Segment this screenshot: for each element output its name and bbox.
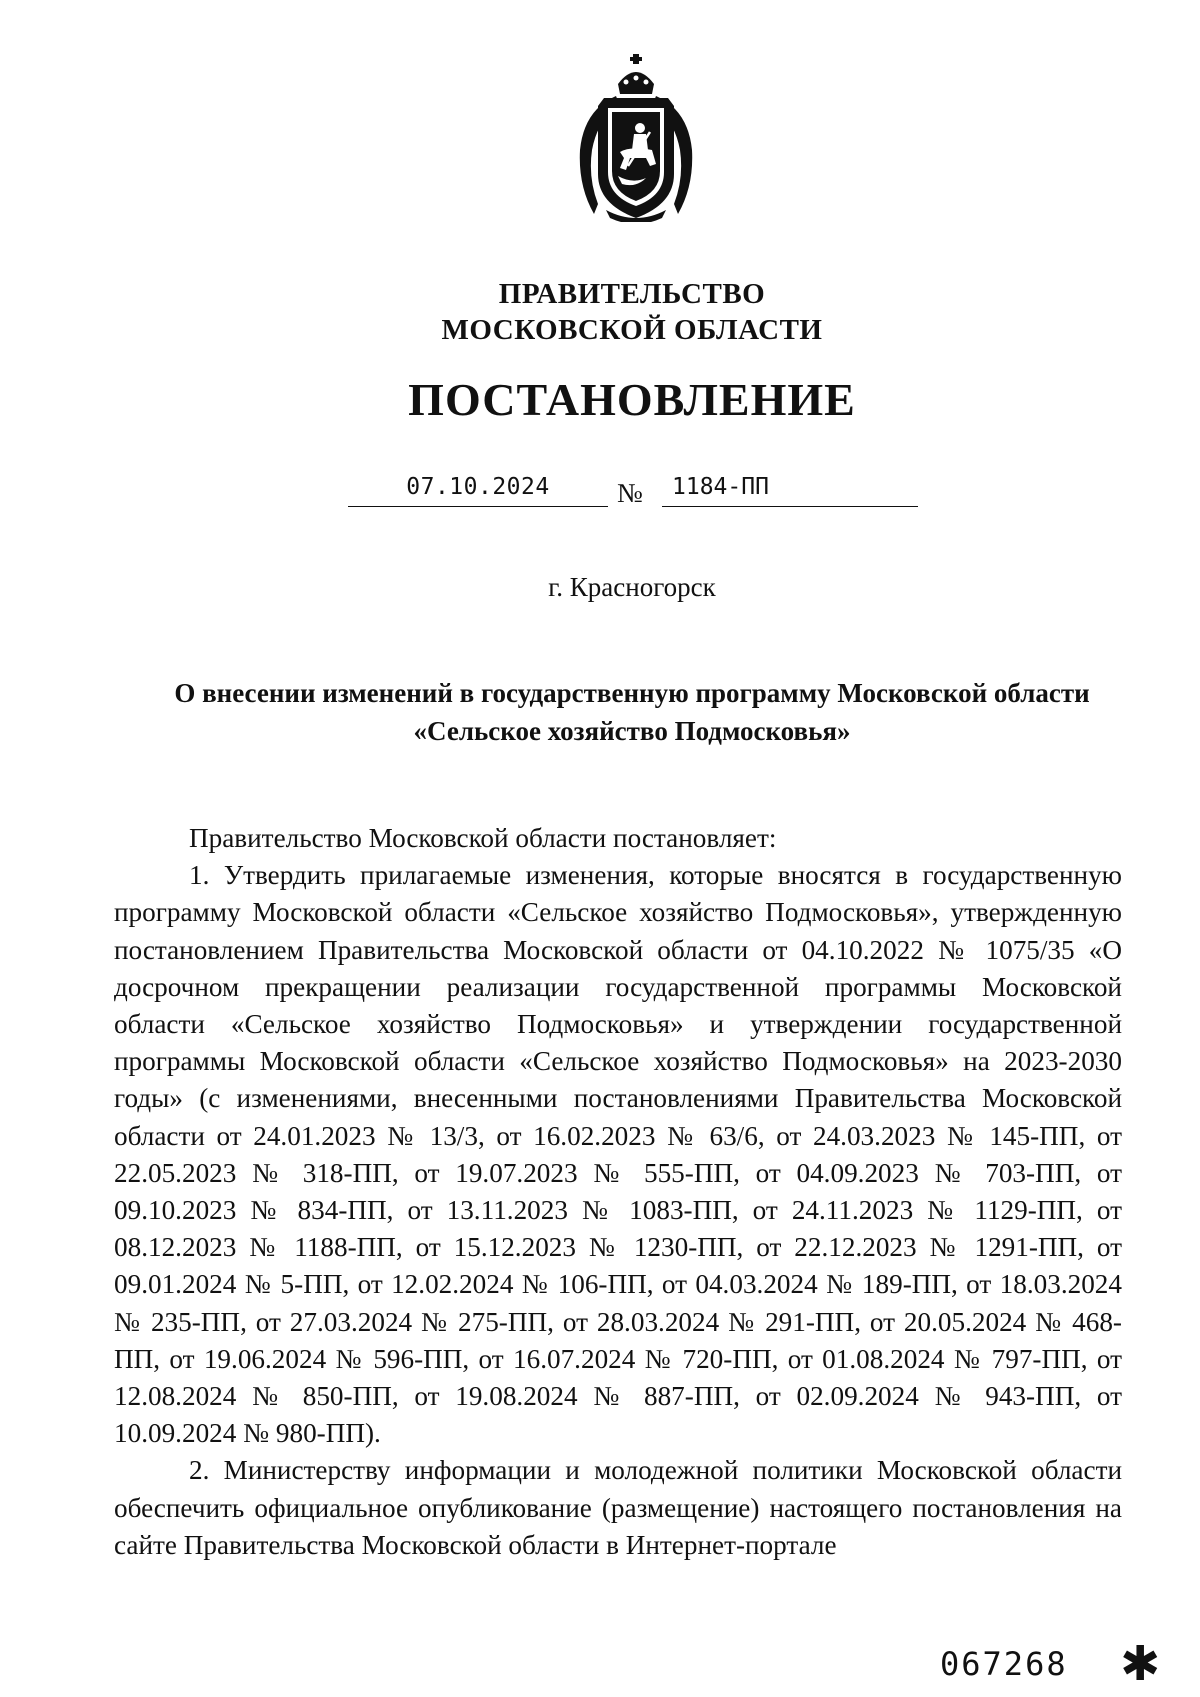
document-type: ПОСТАНОВЛЕНИЕ <box>408 374 856 425</box>
asterisk-mark-icon: ✱ <box>1120 1636 1161 1692</box>
organization-name-line1: ПРАВИТЕЛЬСТВО <box>498 278 766 310</box>
coat-of-arms-icon <box>576 54 696 222</box>
registration-date: 07.10.2024 <box>406 474 550 500</box>
date-underline <box>348 506 608 507</box>
number-underline <box>662 506 918 507</box>
preamble: Правительство Московской области постановляет: <box>189 823 777 853</box>
city: г. Красногорск <box>548 572 716 602</box>
number-sign: № <box>617 478 643 508</box>
document-body <box>114 820 1122 1564</box>
serial-number: 067268 <box>940 1645 1068 1683</box>
paragraph-1: 1. Утвердить прилагаемые изменения, которые вносятся в государственную программу Московской области «Сельское хозяйство Подмосковья», утвержденную постановлением Правительства Московской области от 04.10.2022 № 1075/35 «О досрочном прекращении реализации государственной программы Московской области «Сельское хозяйство Подмосковья» и утверждении государственной программы Московской области «Сельское хозяйство Подмосковья» на 2023-2030 годы» (с изменениями, внесенными постановлениями Правительства Московской области от 24.01.2023 № 13/3, от 16.02.2023 № 63/6, от 24.03.2023 № 145-ПП, от 22.05.2023 № 318-ПП, от 19.07.2023 № 555-ПП, от 04.09.2023 № 703-ПП, от 09.10.2023 № 834-ПП, от 13.11.2023 № 1083-ПП, от 24.11.2023 № 1129-ПП, от 08.12.2023 № 1188-ПП, от 15.12.2023 № 1230-ПП, от 22.12.2023 № 1291-ПП, от 09.01.2024 № 5-ПП, от 12.02.2024 № 106-ПП, от 04.03.2024 № 189-ПП, от 18.03.2024 № 235-ПП, от 27.03.2024 № 275-ПП, от 28.03.2024 № 291-ПП, от 20.05.2024 № 468-ПП, от 19.06.2024 № 596-ПП, от 16.07.2024 № 720-ПП, от 01.08.2024 № 797-ПП, от 12.08.2024 № 850-ПП, от 19.08.2024 № 887-ПП, от 02.09.2024 № 943-ПП, от 10.09.2024 № 980-ПП). <box>114 860 1122 1449</box>
registration-number: 1184-ПП <box>672 474 769 500</box>
organization-name-line2: МОСКОВСКОЙ ОБЛАСТИ <box>441 314 823 346</box>
paragraph-2: 2. Министерству информации и молодежной политики Московской области обеспечить официальное опубликование (размещение) настоящего постановления на сайте Правительства Московской области в Интернет-портале <box>114 1455 1122 1560</box>
document-title-line1: О внесении изменений в государственную программу Московской области <box>174 678 1090 708</box>
document-title-line2: «Сельское хозяйство Подмосковья» <box>413 716 851 746</box>
